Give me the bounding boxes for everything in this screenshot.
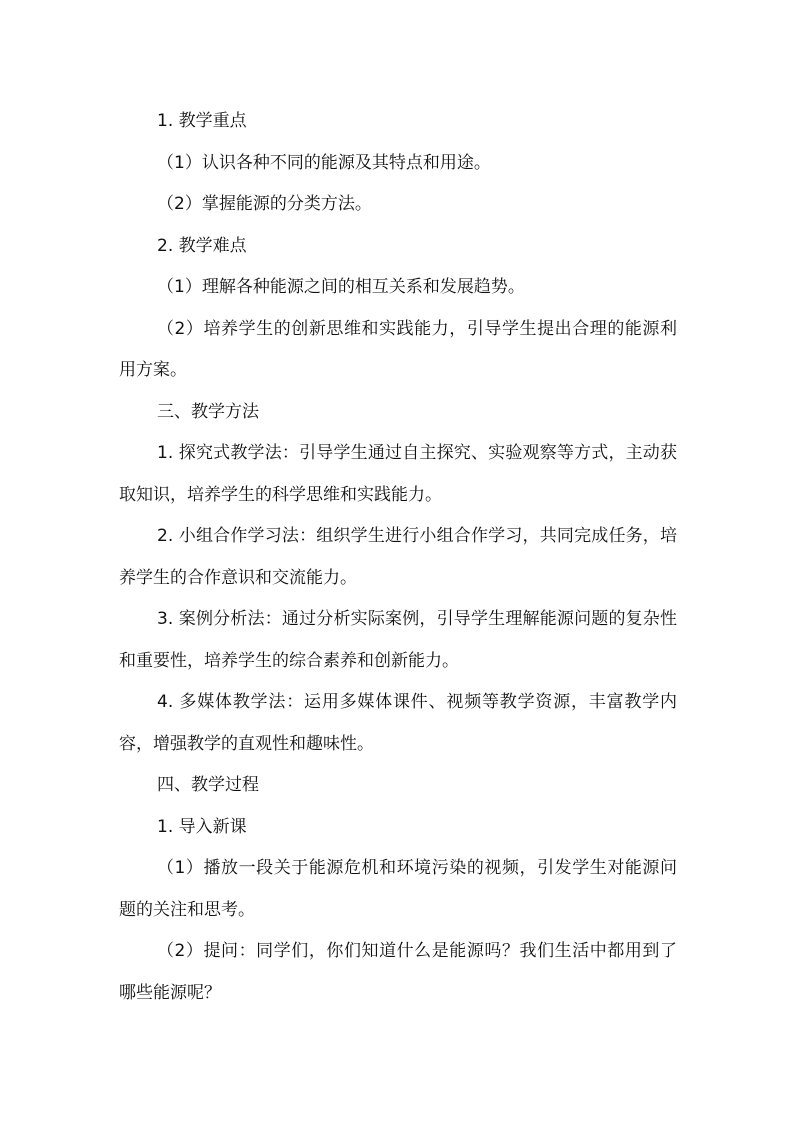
method-item-3: 3. 案例分析法：通过分析实际案例，引导学生理解能源问题的复杂性和重要性，培养学生的综合素养和创新能力。	[119, 609, 677, 671]
process-item-2: （2）提问：同学们，你们知道什么是能源吗？我们生活中都用到了哪些能源呢？	[119, 941, 677, 1003]
difficulty-item-2: （2）培养学生的创新思维和实践能力，引导学生提出合理的能源利用方案。	[119, 318, 677, 380]
heading-teaching-methods: 三、教学方法	[157, 401, 259, 422]
heading-teaching-process: 四、教学过程	[157, 775, 259, 795]
document-body	[119, 101, 677, 1014]
method-item-4: 4. 多媒体教学法：运用多媒体课件、视频等教学资源，丰富教学内容，增强教学的直观性和趣味性。	[119, 692, 677, 754]
heading-teaching-difficulties: 2. 教学难点	[157, 235, 247, 256]
method-item-2: 2. 小组合作学习法：组织学生进行小组合作学习，共同完成任务，培养学生的合作意识和交流能力。	[119, 526, 677, 588]
heading-teaching-key-points: 1. 教学重点	[157, 111, 247, 131]
difficulty-item-1: （1）理解各种能源之间的相互关系和发展趋势。	[157, 277, 525, 297]
subheading-introduce-new-lesson: 1. 导入新课	[157, 816, 247, 837]
method-item-1: 1. 探究式教学法：引导学生通过自主探究、实验观察等方式，主动获取知识，培养学生的科学思维和实践能力。	[119, 443, 677, 505]
process-item-1: （1）播放一段关于能源危机和环境污染的视频，引发学生对能源问题的关注和思考。	[119, 858, 677, 920]
key-point-item-2: （2）掌握能源的分类方法。	[157, 194, 372, 214]
key-point-item-1: （1）认识各种不同的能源及其特点和用途。	[157, 152, 491, 173]
